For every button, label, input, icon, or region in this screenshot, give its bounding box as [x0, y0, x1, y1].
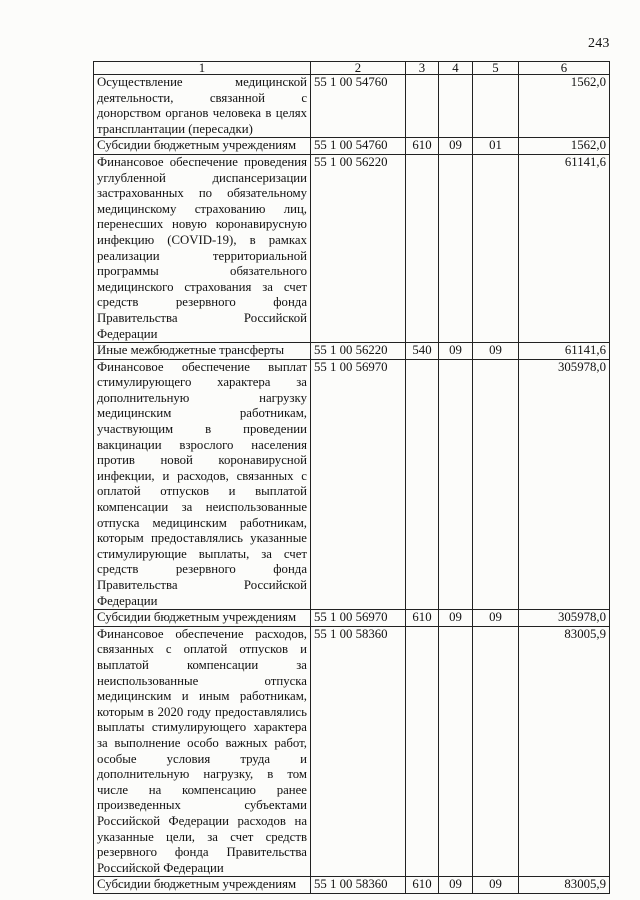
column-number: 5 — [473, 62, 519, 75]
table-row — [94, 610, 610, 627]
amount: 83005,9 — [519, 877, 610, 894]
expense-type-code: 540 — [406, 343, 439, 360]
section-code — [439, 359, 473, 610]
expense-type-code: 610 — [406, 610, 439, 627]
page-number: 243 — [588, 36, 610, 51]
column-number: 1 — [94, 62, 311, 75]
expense-type-code — [406, 75, 439, 138]
expense-type-code — [406, 626, 439, 877]
column-number-row — [94, 62, 610, 75]
expense-type-code: 610 — [406, 877, 439, 894]
expense-type-code — [406, 154, 439, 342]
budget-table — [93, 61, 610, 894]
table-row — [94, 877, 610, 894]
amount: 305978,0 — [519, 610, 610, 627]
amount: 1562,0 — [519, 75, 610, 138]
subsection-code — [473, 75, 519, 138]
expense-name: Субсидии бюджетным учреждениям — [94, 138, 311, 155]
subsection-code: 09 — [473, 343, 519, 360]
subsection-code: 01 — [473, 138, 519, 155]
subsection-code — [473, 626, 519, 877]
column-number: 2 — [311, 62, 406, 75]
table-row — [94, 359, 610, 610]
table-row — [94, 138, 610, 155]
target-article-code: 55 1 00 58360 — [311, 626, 406, 877]
expense-name: Осуществление медицинской деятельности, связанной с донорством органов человека в целях трансплантации (пересадки) — [94, 75, 311, 138]
expense-type-code: 610 — [406, 138, 439, 155]
expense-name: Иные межбюджетные трансферты — [94, 343, 311, 360]
amount: 83005,9 — [519, 626, 610, 877]
expense-name: Финансовое обеспечение выплат стимулирующего характера за дополнительную нагрузку медицинским работникам, участвующим в проведении вакцинации взрослого населения против новой коронавирусной инфекции, и расходов, связанных с оплатой отпусков и выплатой компенсации за неиспользованные отпуска медицинским работникам, которым предоставлялись указанные стимулирующие выплаты, за счет средств резервного фонда Правительства Российской Федерации — [94, 359, 311, 610]
amount: 61141,6 — [519, 154, 610, 342]
target-article-code: 55 1 00 56220 — [311, 154, 406, 342]
target-article-code: 55 1 00 54760 — [311, 75, 406, 138]
target-article-code: 55 1 00 56970 — [311, 359, 406, 610]
target-article-code: 55 1 00 56220 — [311, 343, 406, 360]
subsection-code — [473, 154, 519, 342]
expense-name: Субсидии бюджетным учреждениям — [94, 610, 311, 627]
subsection-code — [473, 359, 519, 610]
column-number: 3 — [406, 62, 439, 75]
section-code — [439, 75, 473, 138]
subsection-code: 09 — [473, 610, 519, 627]
section-code — [439, 626, 473, 877]
expense-name: Финансовое обеспечение расходов, связанных с оплатой отпусков и выплатой компенсации за неиспользованные отпуска медицинским и иным работникам, которым в 2020 году предоставлялись выплаты стимулирующего характера за выполнение особо важных работ, особые условия труда и дополнительную нагрузку, в том числе на компенсацию ранее произведенных субъектами Российской Федерации расходов на указанные цели, за счет средств резервного фонда Правительства Российской Федерации — [94, 626, 311, 877]
table-row — [94, 343, 610, 360]
table-row — [94, 626, 610, 877]
subsection-code: 09 — [473, 877, 519, 894]
section-code — [439, 154, 473, 342]
target-article-code: 55 1 00 54760 — [311, 138, 406, 155]
section-code: 09 — [439, 610, 473, 627]
expense-name: Финансовое обеспечение проведения углубленной диспансеризации застрахованных по обязательному медицинскому страхованию лиц, перенесших новую коронавирусную инфекцию (COVID-19), в рамках реализации территориальной программы обязательного медицинского страхования за счет средств резервного фонда Правительства Российской Федерации — [94, 154, 311, 342]
column-number: 4 — [439, 62, 473, 75]
target-article-code: 55 1 00 58360 — [311, 877, 406, 894]
column-number: 6 — [519, 62, 610, 75]
amount: 305978,0 — [519, 359, 610, 610]
amount: 61141,6 — [519, 343, 610, 360]
expense-name: Субсидии бюджетным учреждениям — [94, 877, 311, 894]
section-code: 09 — [439, 138, 473, 155]
expense-type-code — [406, 359, 439, 610]
section-code: 09 — [439, 877, 473, 894]
target-article-code: 55 1 00 56970 — [311, 610, 406, 627]
amount: 1562,0 — [519, 138, 610, 155]
table-row — [94, 154, 610, 342]
table-row — [94, 75, 610, 138]
section-code: 09 — [439, 343, 473, 360]
